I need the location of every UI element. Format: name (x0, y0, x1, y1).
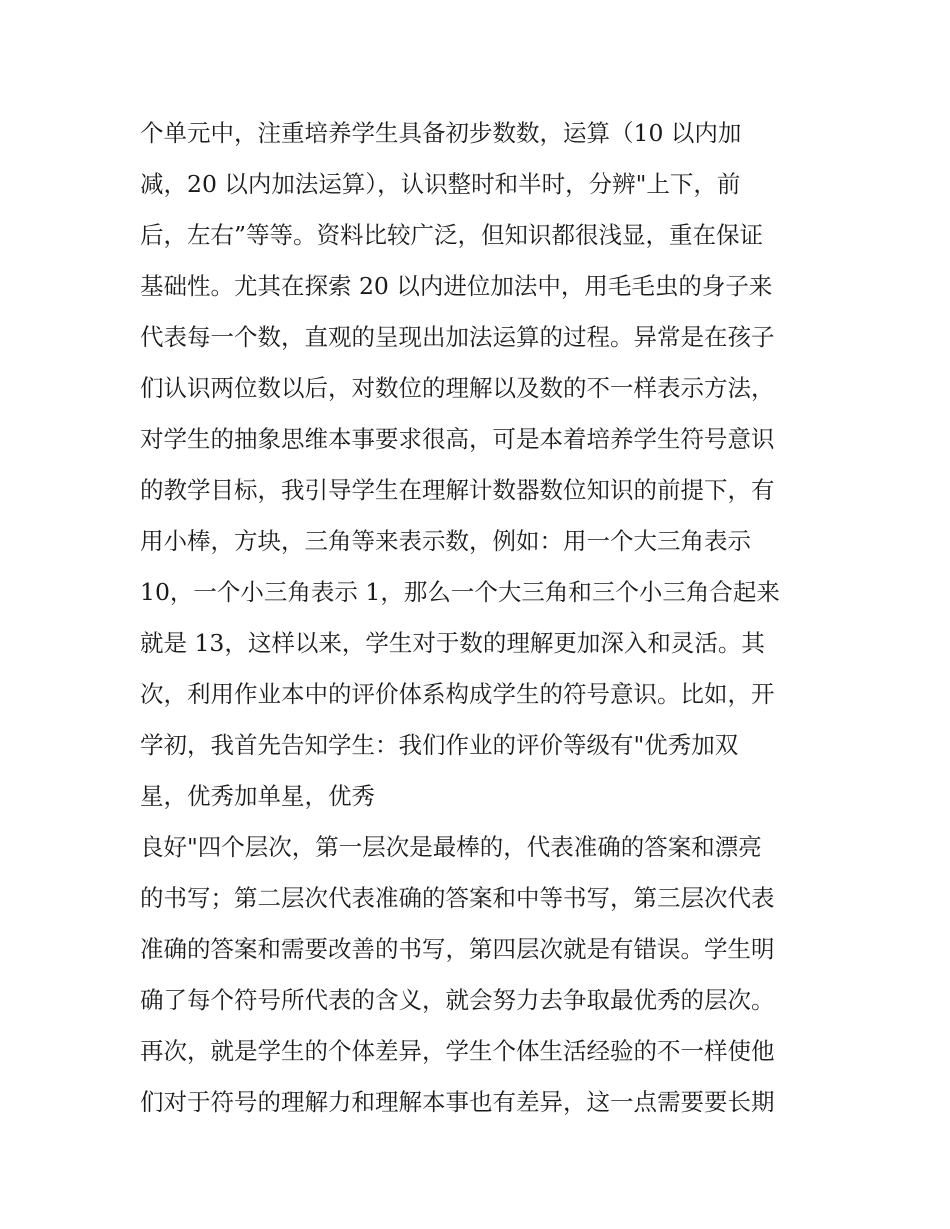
text-line: 准确的答案和需要改善的书写，第四层次就是有错误。学生明 (140, 935, 775, 963)
text-line: 对学生的抽象思维本事要求很高，可是本着培养学生符号意识 (140, 425, 775, 453)
text-line: 学初，我首先告知学生：我们作业的评价等级有"优秀加双 (140, 731, 739, 759)
text-line: 们认识两位数以后，对数位的理解以及数的不一样表示方法， (140, 374, 775, 402)
text-line: 再次，就是学生的个体差异，学生个体生活经验的不一样使他 (140, 1037, 775, 1065)
text-line: 星，优秀加单星，优秀 (140, 782, 375, 810)
text-line: 的书写；第二层次代表准确的答案和中等书写，第三层次代表 (140, 884, 775, 912)
text-line: 减，20 以内加法运算），认识整时和半时，分辨"上下，前 (140, 170, 741, 198)
text-line: 代表每一个数，直观的呈现出加法运算的过程。异常是在孩子 (140, 323, 775, 351)
text-line: 用小棒，方块，三角等来表示数，例如：用一个大三角表示 (140, 527, 751, 555)
text-line: 的教学目标，我引导学生在理解计数器数位知识的前提下，有 (140, 476, 775, 504)
text-line: 10，一个小三角表示 1，那么一个大三角和三个小三角合起来 (140, 578, 780, 606)
text-line: 良好"四个层次，第一层次是最棒的，代表准确的答案和漂亮 (140, 833, 762, 861)
text-line: 确了每个符号所代表的含义，就会努力去争取最优秀的层次。 (140, 986, 775, 1014)
text-line: 就是 13，这样以来，学生对于数的理解更加深入和灵活。其 (140, 629, 765, 657)
text-line: 后，左右”等等。资料比较广泛，但知识都很浅显，重在保证 (140, 221, 764, 249)
text-line: 个单元中，注重培养学生具备初步数数，运算（10 以内加 (140, 119, 742, 147)
text-line: 基础性。尤其在探索 20 以内进位加法中，用毛毛虫的身子来 (140, 272, 773, 300)
body-text (140, 108, 830, 1128)
text-line: 次，利用作业本中的评价体系构成学生的符号意识。比如，开 (140, 680, 775, 708)
text-line: 们对于符号的理解力和理解本事也有差异，这一点需要要长期 (140, 1088, 775, 1116)
